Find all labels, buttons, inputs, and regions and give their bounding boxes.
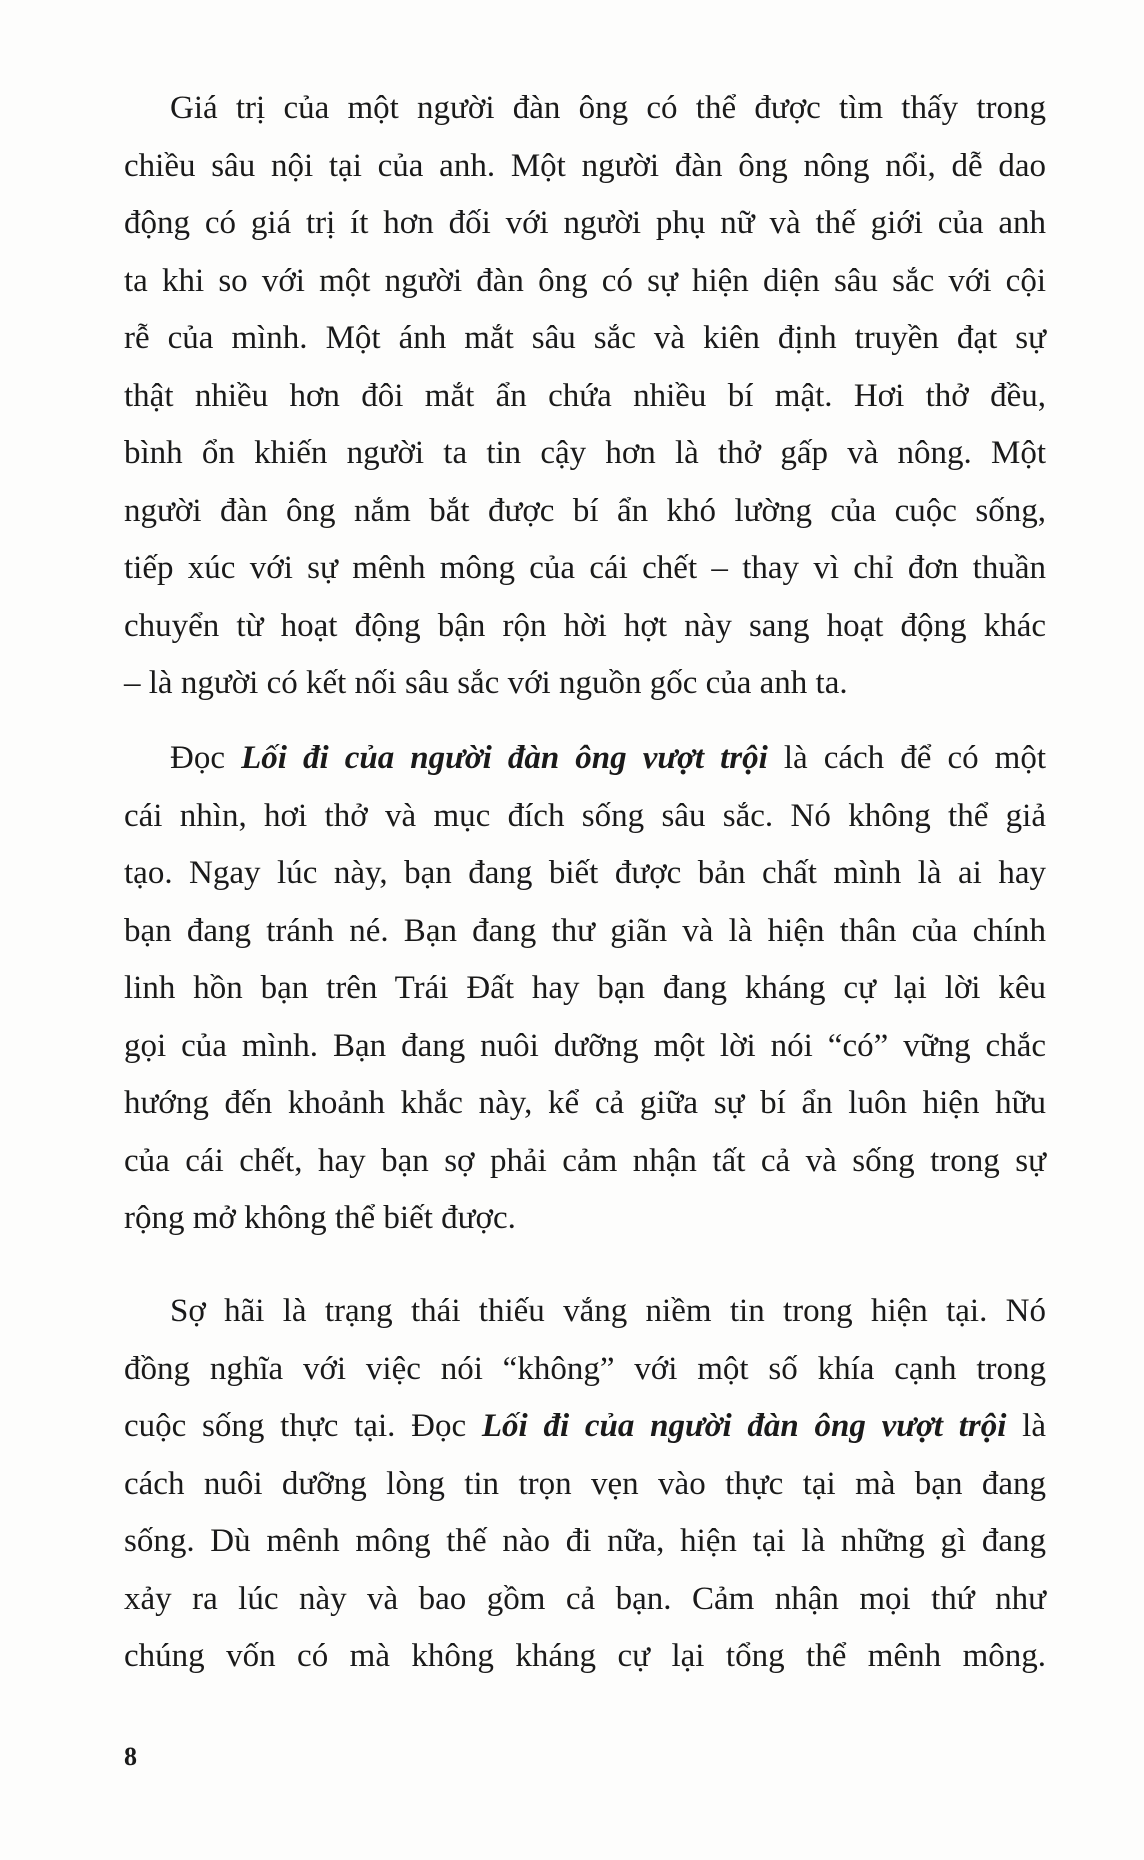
text-line: tiếp xúc với sự mênh mông của cái chết – thay vì chỉ đơn thuần	[124, 550, 1046, 586]
text-line: chúng vốn có mà không kháng cự lại tổng thể mênh mông.	[124, 1638, 1046, 1674]
paragraph-3	[124, 1283, 1046, 1686]
text-line: động có giá trị ít hơn đối với người phụ nữ và thế giới của anh	[124, 205, 1046, 241]
text-line	[124, 1398, 1046, 1456]
text-line: xảy ra lúc này và bao gồm cả bạn. Cảm nhận mọi thứ như	[124, 1580, 1046, 1617]
text-line: linh hồn bạn trên Trái Đất hay bạn đang kháng cự lại lời kêu	[124, 970, 1046, 1006]
text-line: bình ổn khiến người ta tin cậy hơn là thở gấp và nông. Một	[124, 435, 1046, 471]
text-run: cuộc sống thực tại. Đọc	[124, 1408, 482, 1444]
text-line: đồng nghĩa với việc nói “không” với một số khía cạnh trong	[124, 1350, 1046, 1387]
text-line: hướng đến khoảnh khắc này, kể cả giữa sự bí ẩn luôn hiện hữu	[124, 1085, 1046, 1121]
text-line: sống. Dù mênh mông thế nào đi nữa, hiện tại là những gì đang	[124, 1523, 1046, 1559]
paragraph-2	[124, 730, 1046, 1248]
text-run: Đọc	[170, 740, 242, 776]
text-line: Sợ hãi là trạng thái thiếu vắng niềm tin trong hiện tại. Nó	[170, 1293, 1046, 1329]
text-line: bạn đang tránh né. Bạn đang thư giãn và là hiện thân của chính	[124, 912, 1046, 949]
text-line: thật nhiều hơn đôi mắt ẩn chứa nhiều bí mật. Hơi thở đều,	[124, 377, 1046, 414]
book-title-emphasis: Lối đi của người đàn ông vượt trội	[481, 1408, 1007, 1444]
text-line: rộng mở không thể biết được.	[124, 1200, 516, 1236]
text-line: của cái chết, hay bạn sợ phải cảm nhận tất cả và sống trong sự	[124, 1142, 1046, 1179]
text-run: là cách để có một	[767, 740, 1046, 776]
text-run: là	[1006, 1408, 1046, 1444]
text-line: chuyển từ hoạt động bận rộn hời hợt này sang hoạt động khác	[124, 607, 1046, 644]
text-line: gọi của mình. Bạn đang nuôi dưỡng một lời nói “có” vững chắc	[124, 1027, 1046, 1064]
book-title-emphasis: Lối đi của người đàn ông vượt trội	[241, 740, 768, 776]
text-line: cái nhìn, hơi thở và mục đích sống sâu sắc. Nó không thể giả	[124, 797, 1046, 834]
paragraph-1	[124, 80, 1046, 713]
text-line: tạo. Ngay lúc này, bạn đang biết được bản chất mình là ai hay	[124, 855, 1046, 891]
text-line: rễ của mình. Một ánh mắt sâu sắc và kiên định truyền đạt sự	[124, 320, 1046, 356]
text-line: người đàn ông nắm bắt được bí ẩn khó lường của cuộc sống,	[124, 492, 1046, 529]
text-line: – là người có kết nối sâu sắc với nguồn gốc của anh ta.	[124, 665, 848, 701]
page-number: 8	[124, 1742, 137, 1771]
text-line: ta khi so với một người đàn ông có sự hiện diện sâu sắc với cội	[124, 262, 1046, 299]
text-line: cách nuôi dưỡng lòng tin trọn vẹn vào thực tại mà bạn đang	[124, 1465, 1046, 1502]
text-line: chiều sâu nội tại của anh. Một người đàn ông nông nổi, dễ dao	[124, 147, 1046, 184]
text-line: Giá trị của một người đàn ông có thể được tìm thấy trong	[170, 90, 1046, 126]
text-line	[124, 730, 1046, 788]
